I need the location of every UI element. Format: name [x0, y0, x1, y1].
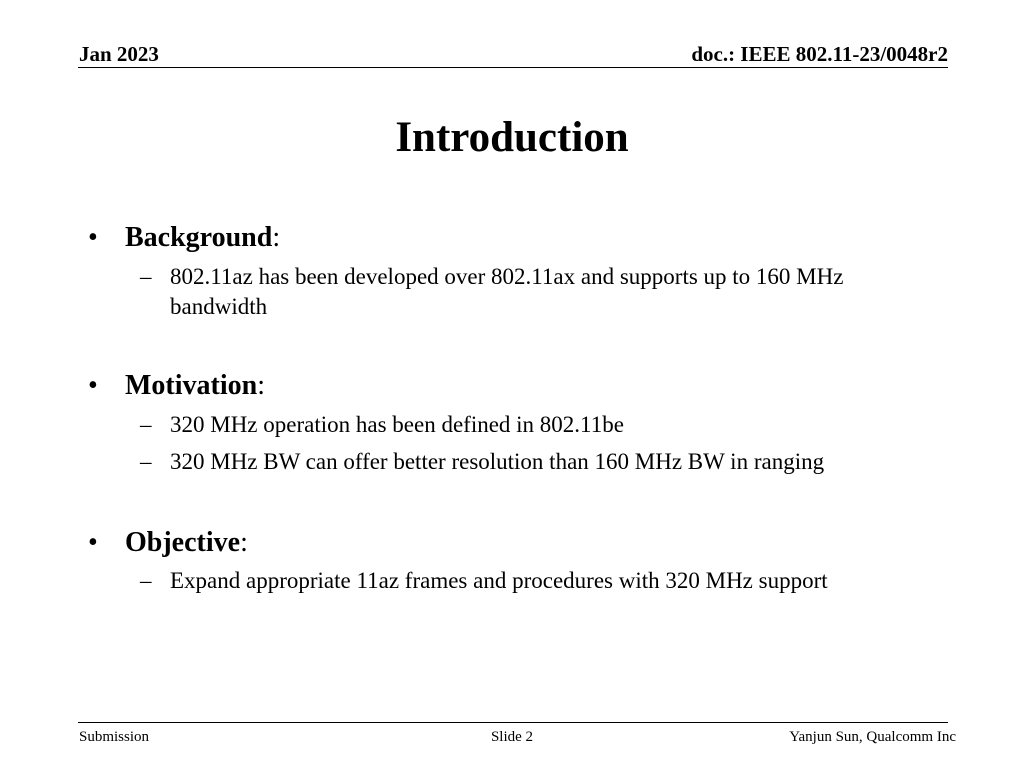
header-date: Jan 2023: [79, 42, 159, 66]
bullet-colon: :: [240, 527, 248, 558]
dash-icon: –: [140, 568, 152, 593]
bullet-label: Motivation: [125, 370, 258, 401]
footer-submission: Submission: [79, 729, 150, 745]
sub-item-text: 802.11az has been developed over 802.11ax and supports up to 160 MHz bandwidth: [170, 264, 844, 319]
bullet-icon: •: [88, 370, 98, 401]
header-divider: [78, 67, 948, 68]
sub-item-text: 320 MHz operation has been defined in 802.11be: [170, 412, 624, 437]
bullet-colon: :: [257, 370, 265, 401]
footer-slide-number: Slide 2: [490, 729, 534, 745]
footer-author: Yanjun Sun, Qualcomm Inc: [789, 729, 956, 745]
slide-title: Introduction: [395, 114, 629, 161]
bullet-background: [88, 221, 280, 255]
dash-icon: –: [140, 264, 152, 289]
sub-item: [140, 447, 940, 477]
bullet-icon: •: [88, 527, 98, 558]
bullet-motivation: [88, 369, 265, 403]
sub-item-text: 320 MHz BW can offer better resolution than 160 MHz BW in ranging: [170, 449, 825, 474]
bullet-icon: •: [88, 222, 98, 253]
bullet-label: Objective: [125, 527, 241, 558]
footer-divider: [78, 722, 948, 723]
dash-icon: –: [140, 412, 152, 437]
sub-item: [140, 566, 940, 596]
dash-icon: –: [140, 449, 152, 474]
bullet-label: Background: [125, 222, 273, 253]
header-doc-id: doc.: IEEE 802.11-23/0048r2: [691, 42, 948, 66]
bullet-objective: [88, 526, 248, 560]
sub-item: [140, 262, 940, 322]
bullet-colon: :: [272, 222, 281, 253]
sub-item: [140, 410, 940, 440]
sub-item-text: Expand appropriate 11az frames and procedures with 320 MHz support: [170, 568, 828, 593]
